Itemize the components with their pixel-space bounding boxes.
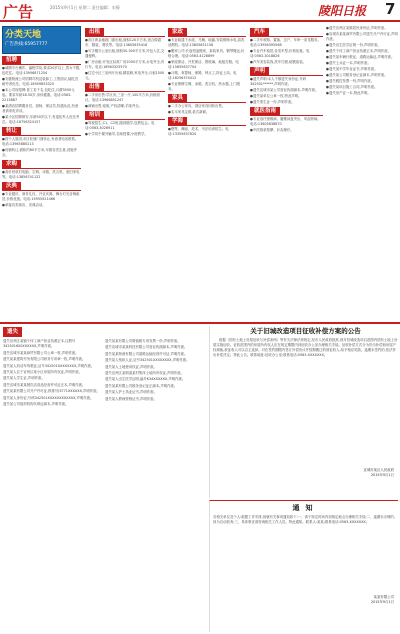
ad-column-4 [250, 26, 323, 319]
ad-item: ●专业疏通下水道、马桶、地漏,安装维修水电,清洗油烟机。电话:13805631158 [168, 38, 245, 47]
ad-item: 遗失某人学生证,声明作废。 [3, 376, 45, 381]
ad-item: 遗失某人护士执业证书,声明作废。 [105, 390, 157, 395]
ad-list [3, 339, 101, 407]
ad-item: ●汽车美容装饰,洗车打蜡,贴膜改装。 [250, 60, 306, 64]
ad-item: ●商铺出售,临街,产权清晰,手续齐全。 [85, 104, 143, 108]
ad-item: 遗失某公司组织机构代码证副本,声明作废。 [3, 402, 69, 407]
ad-column-2 [85, 26, 165, 319]
ad-list [2, 66, 81, 125]
ad-item: ●家庭保洁、开荒保洁、擦玻璃、地板打蜡。电话:15855637704 [168, 60, 239, 69]
ad-item: ●专业维修空调、冰箱、洗衣机、热水器,上门服务。 [168, 82, 240, 91]
ad-item: ●遗失某项目施工合同,声明作废。 [326, 85, 378, 89]
ad-item: ●专业汽车租赁,各类车型,价格优惠。电话:0563-3018826 [250, 49, 310, 58]
ad-item: 遗失某人位于宣州区某小区房屋所有权证,声明作废。 [3, 370, 83, 375]
ad-list [168, 104, 246, 115]
notice [209, 500, 398, 632]
ad-item: ●驾校招生,C1、C2班,随到随学,包教包会。电话:0563-3026911 [85, 121, 155, 130]
ad-item: ●小学初中课外辅导,名师授课,小班教学。 [85, 132, 148, 136]
ad-list [85, 38, 165, 81]
ad-item: ●厂房出租:开发区标准厂房2000平方米,水电齐全,有行车。电话:18963325570 [85, 60, 165, 69]
ad-item: 遗失某某有限公司增值税专用发票一份,声明作废。 [105, 339, 181, 343]
ad-list [2, 137, 81, 158]
classified-banner [2, 26, 81, 54]
ad-item: ●宣城市某某商贸有限公司遗失开户许可证,声明作废。 [326, 32, 398, 41]
ad-item: 遗失宣城市某某餐饮店食品经营许可证正本,声明作废。 [3, 382, 86, 387]
ad-item: ●住宅小区三室两厅出租,精装修,家电齐全,月租1500元。 [85, 71, 165, 80]
ad-item: ●诚聘平台操作、编程学徒,要求20岁以上,男女不限,包吃住。电话:13956871254 [2, 66, 81, 75]
ad-item: 遗失某人土地使用权证,声明作废。 [105, 364, 157, 369]
ad-item: ●二手办公家具、酒店家具回收出售。 [168, 104, 226, 108]
ad-item: ●遗失准生证一份,声明作废。 [250, 100, 295, 104]
category-heading: 出售 [85, 83, 165, 92]
category-heading: 声明 [250, 67, 323, 76]
announcement [209, 326, 398, 498]
ad-item: ●本公司现招聘:普工若干名,包吃住,月薪3500元起。要求年龄18-50岁,身体健康。电话:0563-2215887 [2, 88, 75, 102]
ad-item: ●遗失房产证一本,特此声明。 [326, 91, 371, 95]
ad-column-5 [326, 26, 398, 319]
lost-notice-tag: 遗失 [3, 327, 22, 337]
newspaper-logo: 陵阳日报 [318, 4, 367, 18]
notice-date: 2015年9月1日 [370, 600, 394, 604]
ad-list [105, 339, 204, 402]
ad-item: ●遗失声明:本人不慎遗失身份证,号码342501******,声明作废。 [250, 77, 307, 86]
ad-item: 遗失某人机动车驾驶证,证号342501XXXXXXXX,声明作废。 [3, 363, 95, 368]
ad-list [168, 127, 246, 137]
notice-body: 各相关单位及个人:根据工作安排,现就有关事项通知如下:一、请于规定时间内到指定地点办理相关手续;二、逾期未办理的,视为自动放弃;三、具体事宜请咨询相关工作人员。特此通知。联系人:某某;联系电话:0563-XXXXXXX。 [213, 515, 395, 524]
notice-signer: 某某有限公司 [373, 595, 394, 599]
announcement-title: 关于旧城改造项目征收补偿方案的公告 [250, 327, 361, 335]
ad-item: ●搬家公司:长途短途搬家、拆装家具、钢琴搬运,价格合理。电话:0563-4128899 [168, 49, 245, 58]
ad-item: 遗失宣城市某某商贸有限公司公章一枚,声明作废。 [3, 350, 79, 355]
lost-notices-middle [105, 339, 204, 631]
ad-list [85, 93, 165, 109]
ad-item: ●遗失宣城市某公司营业执照副本,声明作废。 [250, 88, 319, 92]
ad-item: ●某小区招聘保安,年龄50岁以下,有退伍军人优先考虑。电话:18756324157 [2, 115, 80, 124]
ad-item: ●月嫂、育婴师、保姆、钟点工,持证上岗。电话:18256374412 [168, 71, 237, 80]
masthead [0, 0, 400, 22]
ad-item: 遗失某某物流有限公司道路运输经营许可证,声明作废。 [105, 351, 188, 356]
ad-item: ●专业婚庆、商务礼仪、开业庆典、舞台灯光音响租赁,价格优惠。电话:15955521466 [2, 192, 80, 201]
ad-item: ●某酒店招聘服务员、厨师、保洁员,待遇从优,有意者请来电详谈。 [2, 104, 79, 113]
category-heading: 就医指南 [250, 107, 323, 116]
ad-item: 遗失宣城市某某科技有限公司营业执照副本,声明作废。 [105, 345, 188, 350]
category-heading: 学海 [168, 117, 246, 126]
ad-item: ●专业治疗颈椎病、腰椎间盘突出、风湿骨病。电话:13605638870 [250, 117, 321, 126]
ad-item: 遗失某人教师资格证书,声明作废。 [105, 396, 157, 401]
ad-item: 遗失宣州区某镇个体工商户营业执照正本,注册号342501600XXXXXX,声明作废。 [3, 339, 76, 349]
ad-item: ●二手车收购、置换、过户、年审一条龙服务。电话:13956395568 [250, 38, 321, 47]
ad-list [85, 121, 165, 137]
ad-item: 遗失某某有限公司开户许可证,核准号J3771XXXXXX,声明作废。 [3, 389, 100, 394]
ad-item: ●遗失出生医学证明一份,声明作废。 [326, 43, 381, 47]
ad-list [2, 192, 81, 208]
announcement-body: 根据《国有土地上房屋征收与补偿条例》等有关法律法规规定,经市人民政府批准,现对旧城改造项目范围内国有土地上房屋实施征收。征收范围内的房屋所有权人应在规定期限内到征收办公室办理相关手续。征收补偿方式分为货币补偿和房屋产权调换,被征收人可以自主选择。对在签约期限内签订补偿协议并按期搬迁的被征收人,给予相应奖励。逾期未签约的,依法作出补偿决定。特此公告。联系地址:征收办公室;联系电话:0563-XXXXXXX。 [213, 338, 398, 357]
ad-column-1 [2, 26, 81, 319]
section-divider [0, 322, 400, 324]
banner-title: 分类天地 [5, 30, 42, 40]
ad-item: 遗失某人残疾人证,证号342501XXXXXXXX,声明作废。 [105, 358, 190, 363]
ad-item: ●遗失税控发票一份,声明作废。 [326, 79, 375, 83]
category-heading: 汽车 [250, 28, 323, 37]
category-heading: 招聘 [2, 56, 81, 65]
announcement-date: 2015年9月1日 [370, 473, 394, 477]
ad-item: ●实木家具定做,款式新颖。 [168, 110, 210, 114]
notice-title: 通知 [292, 504, 319, 512]
category-heading: 庆典 [2, 182, 81, 191]
lost-notices-left [3, 339, 101, 631]
ad-list [168, 38, 246, 92]
ad-list [326, 26, 398, 96]
ad-item: ●高价回收旧电脑、空调、冰箱、洗衣机、废旧家电等。电话:13856741122 [2, 170, 80, 179]
ad-list [250, 117, 323, 133]
ad-item: ●旺铺转让,面积约80平方米,可做各类生意,设施齐全。 [2, 148, 77, 157]
ad-item: ●中医推拿按摩、针灸理疗。 [250, 128, 294, 132]
ad-item: 遗失宣州区某街道某村集体土地所有权证,声明作废。 [105, 371, 185, 376]
ad-item: ●遗失某单位公章一枚,特此声明。 [250, 94, 302, 98]
announcement-signer: 宣城市某区人民政府 [363, 468, 394, 472]
ad-item: ●遗失某公司税务登记证副本,声明作废。 [326, 73, 388, 77]
category-heading: 转让 [2, 127, 81, 136]
ad-item: ●承接各类演出、庆典活动。 [2, 203, 46, 207]
ad-list [250, 38, 323, 65]
page-number: 7 [385, 0, 396, 18]
ad-item: ●遗失某中学毕业证书,声明作废。 [326, 67, 378, 71]
ad-item: ●遗失个体工商户营业执照正本,声明作废。 [326, 49, 392, 53]
ad-list [250, 77, 323, 105]
ad-item: ●遗失宣州区某镇居民身份证,声明作废。 [326, 26, 388, 30]
category-heading: 培训 [85, 111, 165, 120]
ad-item: ●市区黄金地段门面出租,面积120平方米,适合做超市、服装、餐饮等。电话:13605635418 [85, 38, 162, 47]
ad-item: ●因个人原因,市区旺铺门面转让,有意者电话联系。电话:13965880213 [2, 137, 79, 146]
ad-item: ●遗失某车辆行驶证、道路运输证,声明作废。 [326, 55, 395, 59]
category-heading: 家政 [168, 28, 246, 37]
ad-item: 遗失某某有限公司税务登记证正副本,声明作废。 [105, 383, 178, 388]
ad-item: ●写字楼办公室出租,面积50-300平方米,拎包入住,交通便利。 [85, 49, 165, 58]
ad-item: 遗失某人出生医学证明,编号K34XXXXXX,声明作废。 [105, 377, 186, 382]
ad-item: 遗失某人身份证,号码342501XXXXXXXXXXXX,声明作废。 [3, 395, 94, 400]
ad-item: ●遗失士兵证一本,声明作废。 [326, 61, 371, 65]
banner-phone: 广告热线:65957777 [5, 42, 48, 47]
ad-column-3 [168, 26, 246, 319]
ad-list [2, 170, 81, 180]
category-heading: 求购 [2, 160, 81, 169]
category-heading: 家具 [168, 94, 246, 103]
ad-item: 遗失某某建筑劳务有限公司财务专用章一枚,声明作废。 [3, 357, 86, 362]
issue-date: 2015年9月1日 星期二 责任编辑：宋静 [50, 5, 120, 10]
section-title: 广告 [3, 3, 34, 21]
category-heading: 出租 [85, 28, 165, 37]
ad-item: ●二手房出售:学区房,三室一厅,100平方米,价格面议。电话:13966851247 [85, 93, 160, 102]
ad-item: ●钢琴、舞蹈、美术、书法培训招生。电话:13355637820 [168, 127, 229, 136]
ad-item: ●安徽物流公司招聘司机及装卸工,工资面议,能吃苦耐劳者优先。电话:18909853320 [2, 77, 79, 86]
